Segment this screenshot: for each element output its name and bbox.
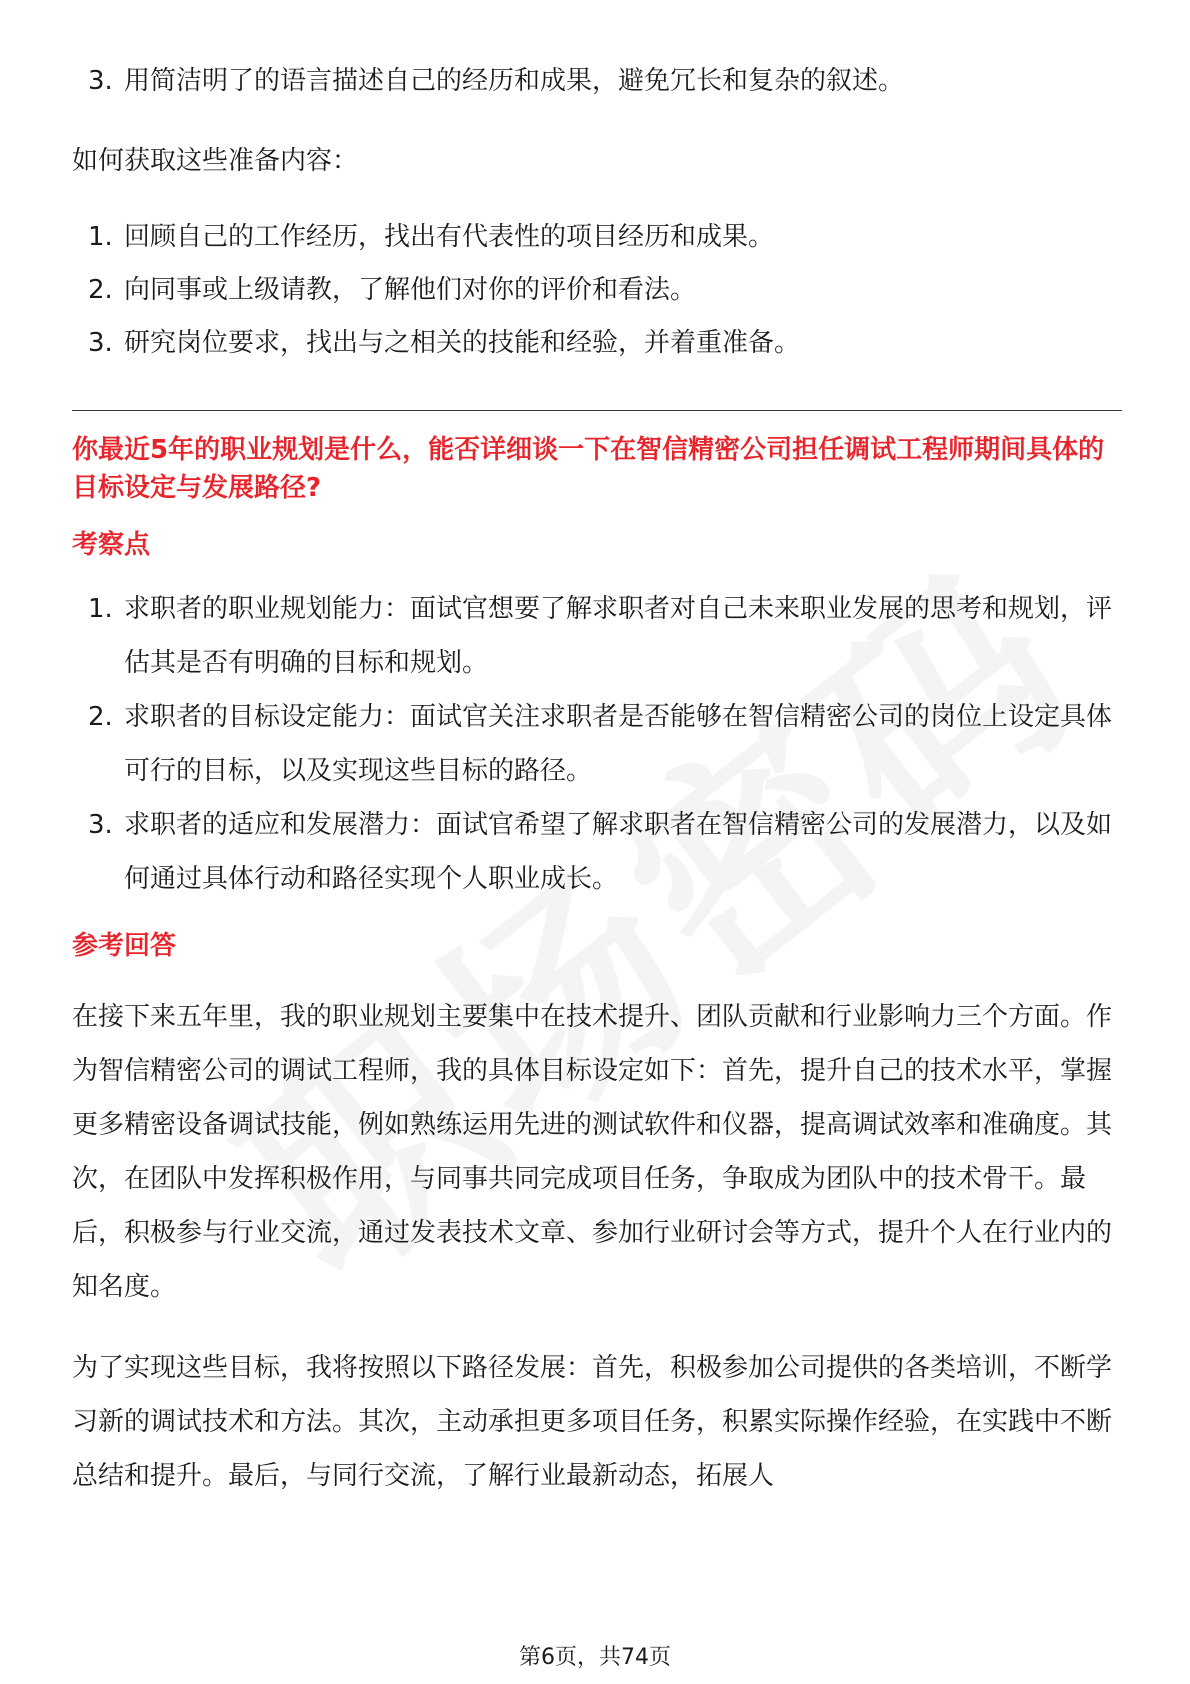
list-number: 3. — [88, 328, 113, 358]
page-footer: 第6页，共74页 — [519, 1645, 671, 1670]
list-text: 求职者的目标设定能力：面试官关注求职者是否能够在智信精密公司的岗位上设定具体可行的目标，以及实现这些目标的路径。 — [124, 702, 1113, 786]
list-item — [72, 53, 1122, 110]
list-item — [72, 264, 1122, 317]
list-number: 1. — [88, 594, 113, 624]
answer-heading: 参考回答 — [72, 931, 177, 961]
list-text: 回顾自己的工作经历，找出有代表性的项目经历和成果。 — [124, 222, 775, 252]
page-content — [72, 62, 1122, 1503]
list-text: 求职者的职业规划能力：面试官想要了解求职者对自己未来职业发展的思考和规划，评估其是否有明确的目标和规划。 — [124, 594, 1113, 678]
list-item — [72, 317, 1122, 370]
list-number: 2. — [88, 275, 113, 305]
list-text: 向同事或上级请教，了解他们对你的评价和看法。 — [124, 275, 697, 305]
prep-heading: 如何获取这些准备内容： — [72, 146, 359, 176]
list-number: 3. — [88, 66, 113, 96]
list-item — [72, 690, 1122, 798]
list-number: 3. — [88, 810, 113, 840]
list-text: 求职者的适应和发展潜力：面试官希望了解求职者在智信精密公司的发展潜力，以及如何通过具体行动和路径实现个人职业成长。 — [124, 810, 1113, 894]
top-list — [72, 53, 1122, 110]
question-title: 你最近5年的职业规划是什么，能否详细谈一下在智信精密公司担任调试工程师期间具体的目标设定与发展路径? — [72, 435, 1105, 503]
list-text: 用简洁明了的语言描述自己的经历和成果，避免冗长和复杂的叙述。 — [124, 66, 905, 96]
prep-list — [72, 211, 1122, 370]
exam-list — [72, 582, 1122, 906]
exam-heading: 考察点 — [72, 530, 151, 560]
list-item — [72, 211, 1122, 264]
answer-paragraph: 在接下来五年里，我的职业规划主要集中在技术提升、团队贡献和行业影响力三个方面。作为智信精密公司的调试工程师，我的具体目标设定如下：首先，提升自己的技术水平，掌握更多精密设备调试技能，例如熟练运用先进的测试软件和仪器，提高调试效率和准确度。其次，在团队中发挥积极作用，与同事共同完成项目任务，争取成为团队中的技术骨干。最后，积极参与行业交流，通过发表技术文章、参加行业研讨会等方式，提升个人在行业内的知名度。 — [72, 1002, 1113, 1302]
list-number: 1. — [88, 222, 113, 252]
list-number: 2. — [88, 702, 113, 732]
list-item — [72, 582, 1122, 690]
list-text: 研究岗位要求，找出与之相关的技能和经验，并着重准备。 — [124, 328, 801, 358]
section-divider — [72, 410, 1122, 411]
list-item — [72, 798, 1122, 906]
answer-paragraph: 为了实现这些目标，我将按照以下路径发展：首先，积极参加公司提供的各类培训，不断学习新的调试技术和方法。其次，主动承担更多项目任务，积累实际操作经验，在实践中不断总结和提升。最后，与同行交流，了解行业最新动态，拓展人 — [72, 1353, 1113, 1491]
